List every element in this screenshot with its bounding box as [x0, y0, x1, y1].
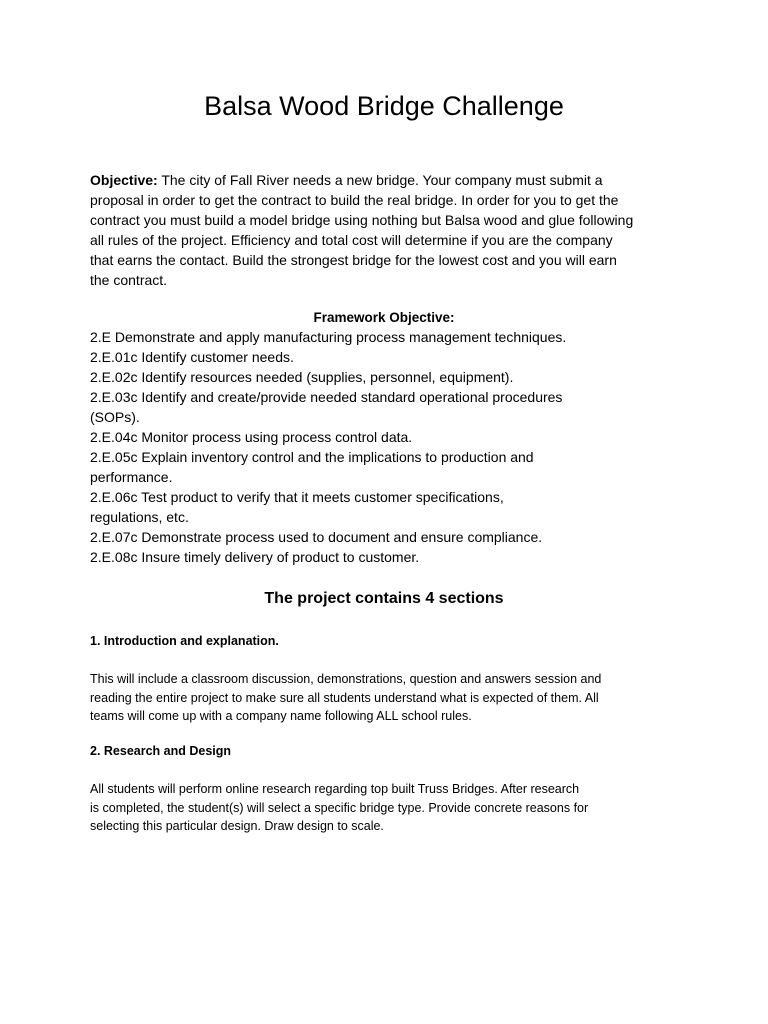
framework-item: 2.E.08c Insure timely delivery of product to customer. — [90, 549, 420, 565]
framework-item: 2.E.06c Test product to verify that it meets customer specifications, — [90, 489, 504, 505]
framework-item: 2.E.05c Explain inventory control and the implications to production and — [90, 449, 534, 465]
section-line: teams will come up with a company name following ALL school rules. — [90, 709, 472, 723]
section-body-research-design — [90, 780, 680, 836]
objective-line: contract you must build a model bridge using nothing but Balsa wood and glue following — [90, 212, 634, 228]
section-line: reading the entire project to make sure all students understand what is expected of them. All — [90, 690, 599, 705]
section-title-research-design: 2. Research and Design — [90, 744, 232, 758]
framework-item: 2.E.02c Identify resources needed (supplies, personnel, equipment). — [90, 369, 514, 385]
objective-label: Objective: — [90, 172, 158, 188]
framework-item: 2.E.04c Monitor process using process control data. — [90, 429, 413, 445]
objective-line: The city of Fall River needs a new bridge. Your company must submit a — [161, 172, 603, 188]
objective-paragraph — [90, 170, 690, 290]
framework-item: regulations, etc. — [90, 509, 189, 525]
objective-line: that earns the contact. Build the strongest bridge for the lowest cost and you will earn — [90, 252, 617, 268]
objective-line: proposal in order to get the contract to build the real bridge. In order for you to get the — [90, 192, 619, 208]
framework-item: 2.E.01c Identify customer needs. — [90, 349, 294, 365]
section-line: selecting this particular design. Draw design to scale. — [90, 819, 384, 833]
framework-item: 2.E Demonstrate and apply manufacturing process management techniques. — [90, 329, 567, 345]
framework-list — [90, 327, 690, 567]
objective-line: all rules of the project. Efficiency and total cost will determine if you are the company — [90, 232, 613, 248]
section-body-introduction — [90, 670, 680, 726]
section-title-introduction: 1. Introduction and explanation. — [90, 634, 279, 648]
document-title: Balsa Wood Bridge Challenge — [204, 91, 564, 121]
framework-item: 2.E.07c Demonstrate process used to document and ensure compliance. — [90, 529, 543, 545]
objective-line: the contract. — [90, 272, 168, 288]
sections-heading: The project contains 4 sections — [264, 590, 504, 607]
section-line: is completed, the student(s) will select a specific bridge type. Provide concrete reasons for — [90, 800, 589, 815]
section-line: This will include a classroom discussion, demonstrations, question and answers session and — [90, 672, 602, 686]
section-line: All students will perform online research regarding top built Truss Bridges. After research — [90, 782, 580, 796]
framework-item: performance. — [90, 469, 173, 485]
framework-item: 2.E.03c Identify and create/provide needed standard operational procedures — [90, 389, 563, 405]
framework-item: (SOPs). — [90, 409, 140, 425]
framework-heading: Framework Objective: — [313, 310, 455, 325]
